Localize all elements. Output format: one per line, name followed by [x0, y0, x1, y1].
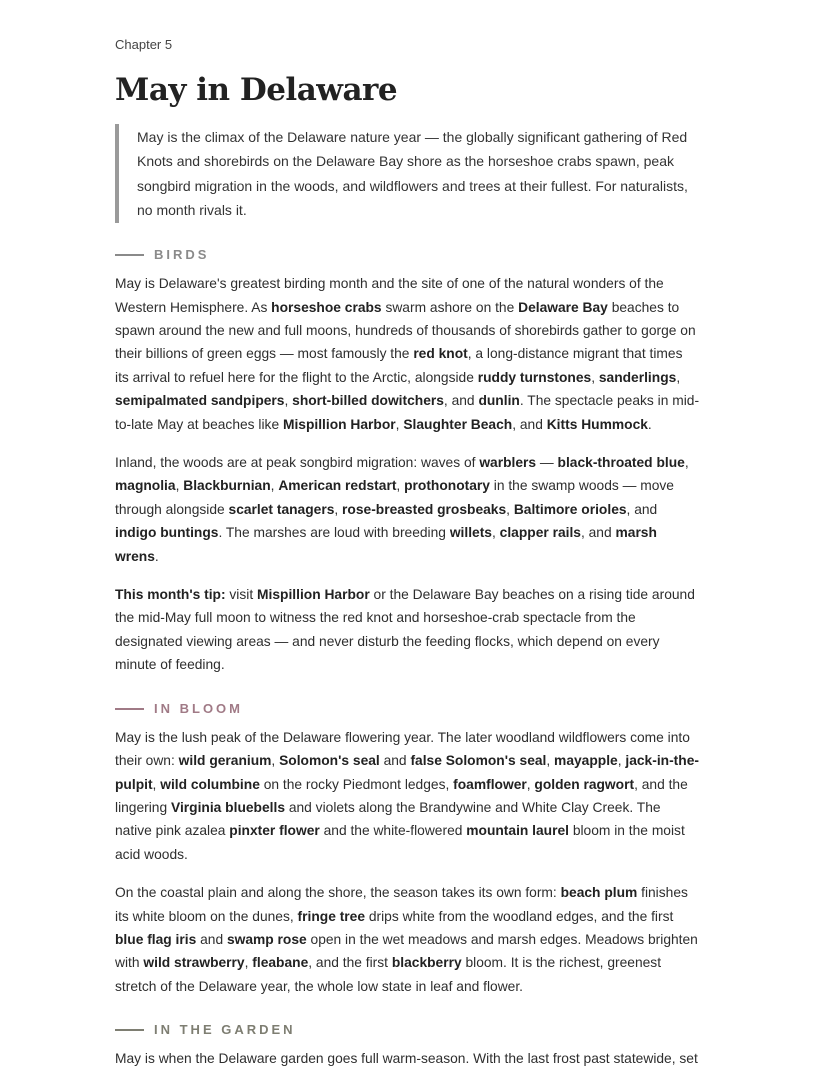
- section-spacer: [115, 998, 700, 1022]
- bold-term: sanderlings: [598, 369, 677, 385]
- text-run: . The marshes are loud with breeding: [218, 525, 450, 541]
- text-run: ,: [270, 478, 279, 494]
- bold-term: dunlin: [478, 393, 520, 409]
- bold-term: horseshoe crabs: [271, 299, 382, 315]
- text-run: —: [536, 455, 558, 471]
- text-run: swarm ashore on the: [381, 299, 519, 315]
- text-run: ,: [492, 525, 500, 541]
- bold-term: willets: [449, 525, 492, 541]
- text-run: and violets along the Brandywine and White Clay Creek. The native pink azalea: [115, 799, 661, 839]
- bold-term: scarlet tanagers: [228, 501, 335, 517]
- text-run: , and the lingering: [115, 776, 688, 815]
- bold-term: blue flag iris: [115, 931, 197, 947]
- bold-term: swamp rose: [226, 931, 307, 947]
- text-run: ,: [175, 478, 184, 494]
- text-run: and: [196, 931, 227, 947]
- text-run: .: [154, 548, 159, 564]
- bold-term: Delaware Bay: [518, 299, 608, 315]
- body-paragraph: [115, 451, 700, 568]
- bold-term: fringe tree: [297, 908, 366, 924]
- bold-term: jack-in-the-pulpit: [115, 753, 699, 792]
- text-run: ,: [546, 753, 555, 769]
- bold-term: This month's tip:: [115, 587, 226, 603]
- text-run: , and: [443, 393, 479, 409]
- bold-term: mountain laurel: [466, 823, 569, 839]
- bold-term: fleabane: [252, 955, 309, 971]
- text-run: and the white-flowered: [319, 823, 467, 839]
- text-run: bloom in the moist acid woods.: [115, 823, 685, 862]
- bold-term: Slaughter Beach: [403, 416, 513, 432]
- text-run: finishes its white bloom on the dunes,: [115, 885, 688, 924]
- text-run: , a long-distance migrant that times its arrival to refuel here for the flight to the Arctic, alongside: [115, 346, 683, 385]
- bold-term: mayapple: [554, 753, 618, 769]
- text-run: ,: [396, 478, 405, 494]
- body-paragraph: [115, 583, 700, 677]
- sections-container: [115, 223, 700, 1070]
- bold-term: black-throated blue: [557, 455, 685, 471]
- text-run: , and: [512, 416, 547, 432]
- bold-term: magnolia: [115, 478, 176, 494]
- bold-term: American redstart: [278, 478, 397, 494]
- heading-spacer: [115, 1038, 700, 1047]
- text-run: May is the lush peak of the Delaware flowering year. The later woodland wildflowers come into their own:: [115, 729, 690, 769]
- bold-term: marsh wrens: [115, 525, 657, 564]
- heading-spacer: [115, 717, 700, 726]
- bold-term: wild columbine: [160, 776, 260, 792]
- text-run: ,: [244, 955, 253, 971]
- bold-term: blackberry: [391, 955, 462, 971]
- paragraph-spacer: [115, 568, 700, 583]
- text-run: ,: [284, 393, 293, 409]
- section-heading-birds: [115, 247, 700, 263]
- text-run: drips white from the woodland edges, and the first: [365, 908, 674, 924]
- bold-term: false Solomon's seal: [410, 753, 547, 769]
- text-run: ,: [591, 369, 599, 385]
- bold-term: pinxter flower: [229, 823, 320, 839]
- section-heading-in-the-garden: [115, 1022, 700, 1038]
- bold-term: wild strawberry: [143, 955, 245, 971]
- text-run: , and: [626, 501, 658, 517]
- text-run: ,: [334, 501, 343, 517]
- section-spacer: [115, 223, 700, 247]
- body-paragraph: [115, 726, 700, 866]
- text-run: May is when the Delaware garden goes full warm-season. With the last frost past statewide, set: [115, 1051, 698, 1067]
- text-run: ,: [526, 776, 535, 792]
- text-run: on the rocky Piedmont ledges,: [259, 776, 454, 792]
- text-run: bloom. It is the richest, greenest stretch of the Delaware year, the whole low state in leaf and flower.: [115, 955, 662, 994]
- text-run: in the swamp woods — move through alongside: [115, 478, 674, 517]
- text-run: On the coastal plain and along the shore, the season takes its own form:: [115, 885, 561, 901]
- bold-term: ruddy turnstones: [477, 369, 592, 385]
- heading-spacer: [115, 263, 700, 272]
- paragraph-spacer: [115, 436, 700, 451]
- page-title: May in Delaware: [115, 72, 398, 108]
- body-paragraph: [115, 881, 700, 998]
- text-run: open in the wet meadows and marsh edges. Meadows brighten with: [115, 931, 698, 971]
- body-paragraph: [115, 1047, 700, 1070]
- text-run: visit: [225, 587, 258, 603]
- bold-term: clapper rails: [499, 525, 581, 541]
- section-heading-label: IN BLOOM: [154, 700, 243, 716]
- bold-term: Virginia bluebells: [171, 799, 285, 815]
- bold-term: beach plum: [560, 885, 638, 901]
- bold-term: prothonotary: [404, 478, 490, 494]
- section-spacer: [115, 677, 700, 701]
- bold-term: rose-breasted grosbeaks: [342, 501, 507, 517]
- text-run: or the Delaware Bay beaches on a rising tide around the mid-May full moon to witness the red knot and horseshoe-crab spectacle from the designated viewing areas — and never disturb the feeding flocks, which depend on every minute of feeding.: [115, 587, 695, 673]
- body-paragraph: [115, 272, 700, 436]
- bold-term: foamflower: [453, 776, 527, 792]
- section-rule: [115, 254, 144, 256]
- bold-term: Mispillion Harbor: [282, 416, 396, 432]
- text-run: beaches to spawn around the new and full moons, hundreds of thousands of shorebirds gather to gorge on their billions of green eggs — most famously the: [115, 299, 696, 362]
- bold-term: semipalmated sandpipers: [115, 393, 285, 409]
- text-run: Inland, the woods are at peak songbird migration: waves of: [115, 455, 480, 471]
- bold-term: golden ragwort: [534, 776, 635, 792]
- text-run: ,: [617, 753, 626, 769]
- bold-term: wild geranium: [178, 753, 272, 769]
- bold-term: Solomon's seal: [279, 753, 380, 769]
- bold-term: short-billed dowitchers: [292, 393, 444, 409]
- text-run: May is Delaware's greatest birding month and the site of one of the natural wonders of the Western Hemisphere. As: [115, 276, 664, 315]
- text-run: ,: [152, 776, 161, 792]
- paragraph-spacer: [115, 866, 700, 881]
- bold-term: Blackburnian: [183, 478, 271, 494]
- section-heading-label: IN THE GARDEN: [154, 1022, 296, 1038]
- section-heading-label: BIRDS: [154, 247, 210, 263]
- document-page: [115, 36, 700, 1071]
- intro-blockquote: May is the climax of the Delaware nature year — the globally significant gathering of Red Knots and shorebirds on the Delaware Bay shore as the horseshoe crabs spawn, peak songbird migration in the woods, and wildflowers and trees at their fullest. For naturalists, no month rivals it.: [115, 124, 700, 223]
- bold-term: indigo buntings: [115, 525, 219, 541]
- text-run: , and the first: [308, 955, 392, 971]
- bold-term: red knot: [413, 346, 468, 362]
- section-heading-in-bloom: [115, 701, 700, 717]
- bold-term: Baltimore orioles: [513, 501, 627, 517]
- bold-term: Kitts Hummock: [546, 416, 648, 432]
- section-rule: [115, 708, 144, 710]
- text-run: , and: [580, 525, 616, 541]
- text-run: ,: [395, 416, 404, 432]
- text-run: ,: [676, 369, 681, 385]
- bold-term: warblers: [479, 455, 537, 471]
- bold-term: Mispillion Harbor: [257, 587, 370, 603]
- text-run: and: [379, 753, 411, 769]
- chapter-label: Chapter 5: [115, 37, 173, 52]
- section-rule: [115, 1029, 144, 1031]
- text-run: ,: [684, 455, 689, 471]
- text-run: ,: [506, 501, 514, 517]
- text-run: ,: [271, 753, 280, 769]
- text-run: . The spectacle peaks in mid-to-late May at beaches like: [115, 393, 700, 432]
- text-run: .: [647, 416, 652, 432]
